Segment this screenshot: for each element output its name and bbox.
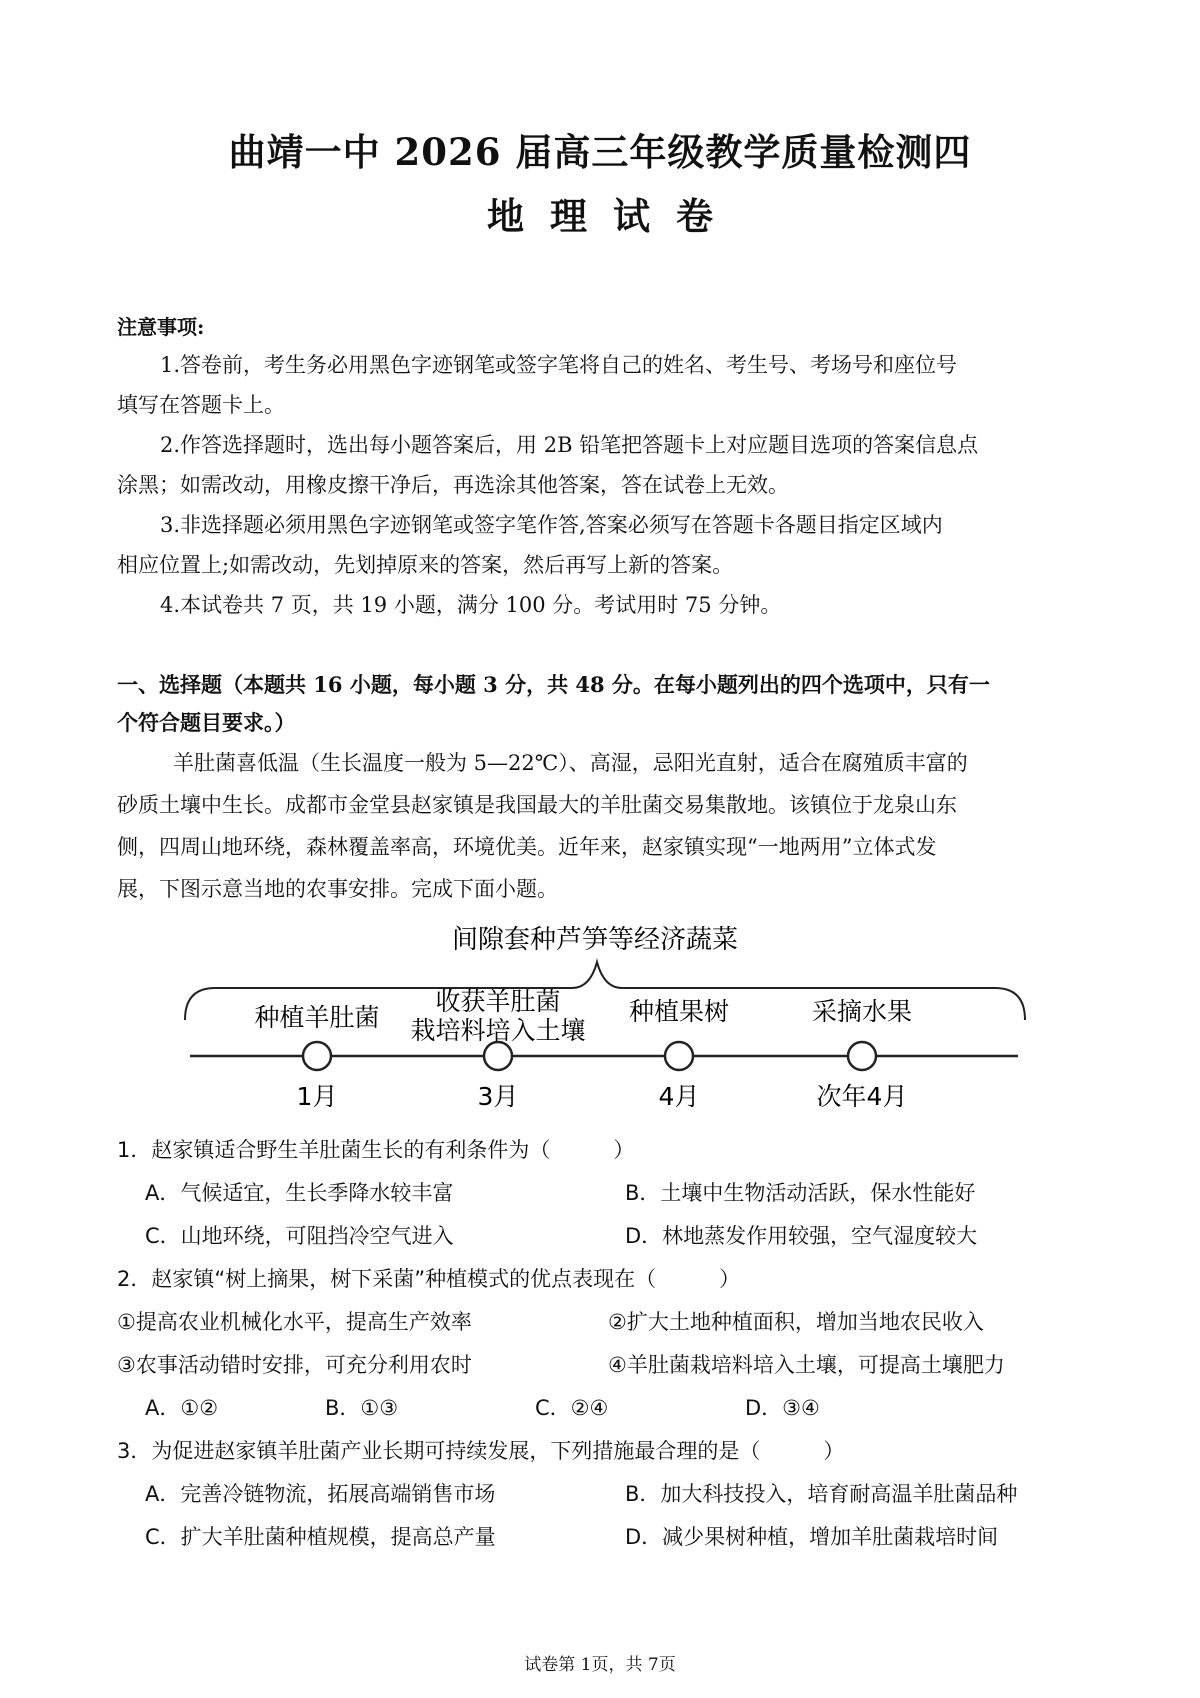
timeline-node (848, 1042, 876, 1070)
question-2-option-c: C．②④ (535, 1396, 609, 1420)
passage-line: 羊肚菌喜低温（生长温度一般为 5—22℃）、高湿，忌阳光直射，适合在腐殖质丰富的 (173, 751, 968, 775)
month-label: 次年4月 (816, 1082, 908, 1111)
question-1-option-c: C．山地环绕，可阻挡冷空气进入 (145, 1224, 454, 1248)
passage-line: 展，下图示意当地的农事安排。完成下面小题。 (117, 877, 558, 901)
question-2-statement: ④羊肚菌栽培料培入土壤，可提高土壤肥力 (608, 1353, 1005, 1377)
passage-line: 砂质土壤中生长。成都市金堂县赵家镇是我国最大的羊肚菌交易集散地。该镇位于龙泉山东 (117, 793, 957, 817)
question-2-stem: 2．赵家镇“树上摘果，树下采菌”种植模式的优点表现在（ ） (117, 1267, 741, 1291)
notice-heading: 注意事项: (117, 315, 205, 339)
timeline-node (484, 1042, 512, 1070)
question-2-statement: ②扩大土地种植面积，增加当地农民收入 (608, 1310, 984, 1334)
event-label: 种植羊肚菌 (254, 1003, 380, 1032)
notice-line: 1.答卷前，考生务必用黑色字迹钢笔或签字笔将自己的姓名、考生号、考场号和座位号 (160, 353, 958, 377)
question-1-option-a: A．气候适宜，生长季降水较丰富 (145, 1181, 454, 1205)
event-label: 采摘水果 (811, 997, 913, 1026)
notice-line: 涂黑；如需改动，用橡皮擦干净后，再选涂其他答案，答在试卷上无效。 (117, 473, 789, 497)
section-heading: 个符合题目要求。） (117, 710, 296, 735)
notice-line: 4.本试卷共 7 页，共 19 小题，满分 100 分。考试用时 75 分钟。 (160, 593, 782, 617)
event-label: 种植果树 (628, 997, 730, 1026)
timeline-node (665, 1042, 693, 1070)
notice-line: 相应位置上;如需改动，先划掉原来的答案，然后再写上新的答案。 (117, 553, 734, 577)
question-1-option-b: B．土壤中生物活动活跃，保水性能好 (625, 1181, 976, 1205)
passage-line: 侧，四周山地环绕，森林覆盖率高，环境优美。近年来，赵家镇实现“一地两用”立体式发 (117, 835, 937, 859)
subject-title: 地理试卷 (487, 194, 739, 238)
question-3-option-c: C．扩大羊肚菌种植规模，提高总产量 (145, 1525, 496, 1549)
question-3-option-b: B．加大科技投入，培育耐高温羊肚菌品种 (625, 1482, 1018, 1506)
question-2-option-b: B．①③ (325, 1396, 399, 1420)
question-3-stem: 3．为促进赵家镇羊肚菌产业长期可持续发展，下列措施最合理的是（ ） (117, 1439, 845, 1463)
question-2-option-d: D．③④ (745, 1396, 820, 1420)
notice-line: 3.非选择题必须用黑色字迹钢笔或签字笔作答,答案必须写在答题卡各题目指定区域内 (160, 513, 943, 537)
question-3-option-d: D．减少果树种植，增加羊肚菌栽培时间 (625, 1525, 999, 1549)
question-3-option-a: A．完善冷链物流，拓展高端销售市场 (145, 1482, 496, 1506)
event-label: 收获羊肚菌 (435, 987, 561, 1016)
brace-label: 间隙套种芦笋等经济蔬菜 (451, 925, 739, 955)
month-label: 1月 (296, 1082, 338, 1111)
notice-line: 2.作答选择题时，选出每小题答案后，用 2B 铅笔把答题卡上对应题目选项的答案信息点 (160, 433, 979, 457)
month-label: 4月 (658, 1082, 700, 1111)
exam-title: 曲靖一中 2026 届高三年级教学质量检测四 (228, 130, 972, 174)
notice-line: 填写在答题卡上。 (117, 393, 285, 417)
question-1-stem: 1．赵家镇适合野生羊肚菌生长的有利条件为（ ） (117, 1138, 635, 1162)
question-2-statement: ③农事活动错时安排，可充分利用农时 (117, 1353, 472, 1377)
section-heading: 一、选择题（本题共 16 小题，每小题 3 分，共 48 分。在每小题列出的四个选项中，只有一 (117, 672, 990, 697)
timeline-node (303, 1042, 331, 1070)
question-2-option-a: A．①② (145, 1396, 219, 1420)
month-label: 3月 (477, 1082, 519, 1111)
page-footer: 试卷第 1页，共 7页 (524, 1655, 676, 1675)
farming-timeline-diagram (0, 910, 1200, 1130)
event-label: 栽培料培入土壤 (410, 1016, 586, 1045)
question-2-statement: ①提高农业机械化水平，提高生产效率 (117, 1310, 472, 1334)
question-1-option-d: D．林地蒸发作用较强，空气湿度较大 (625, 1224, 978, 1248)
